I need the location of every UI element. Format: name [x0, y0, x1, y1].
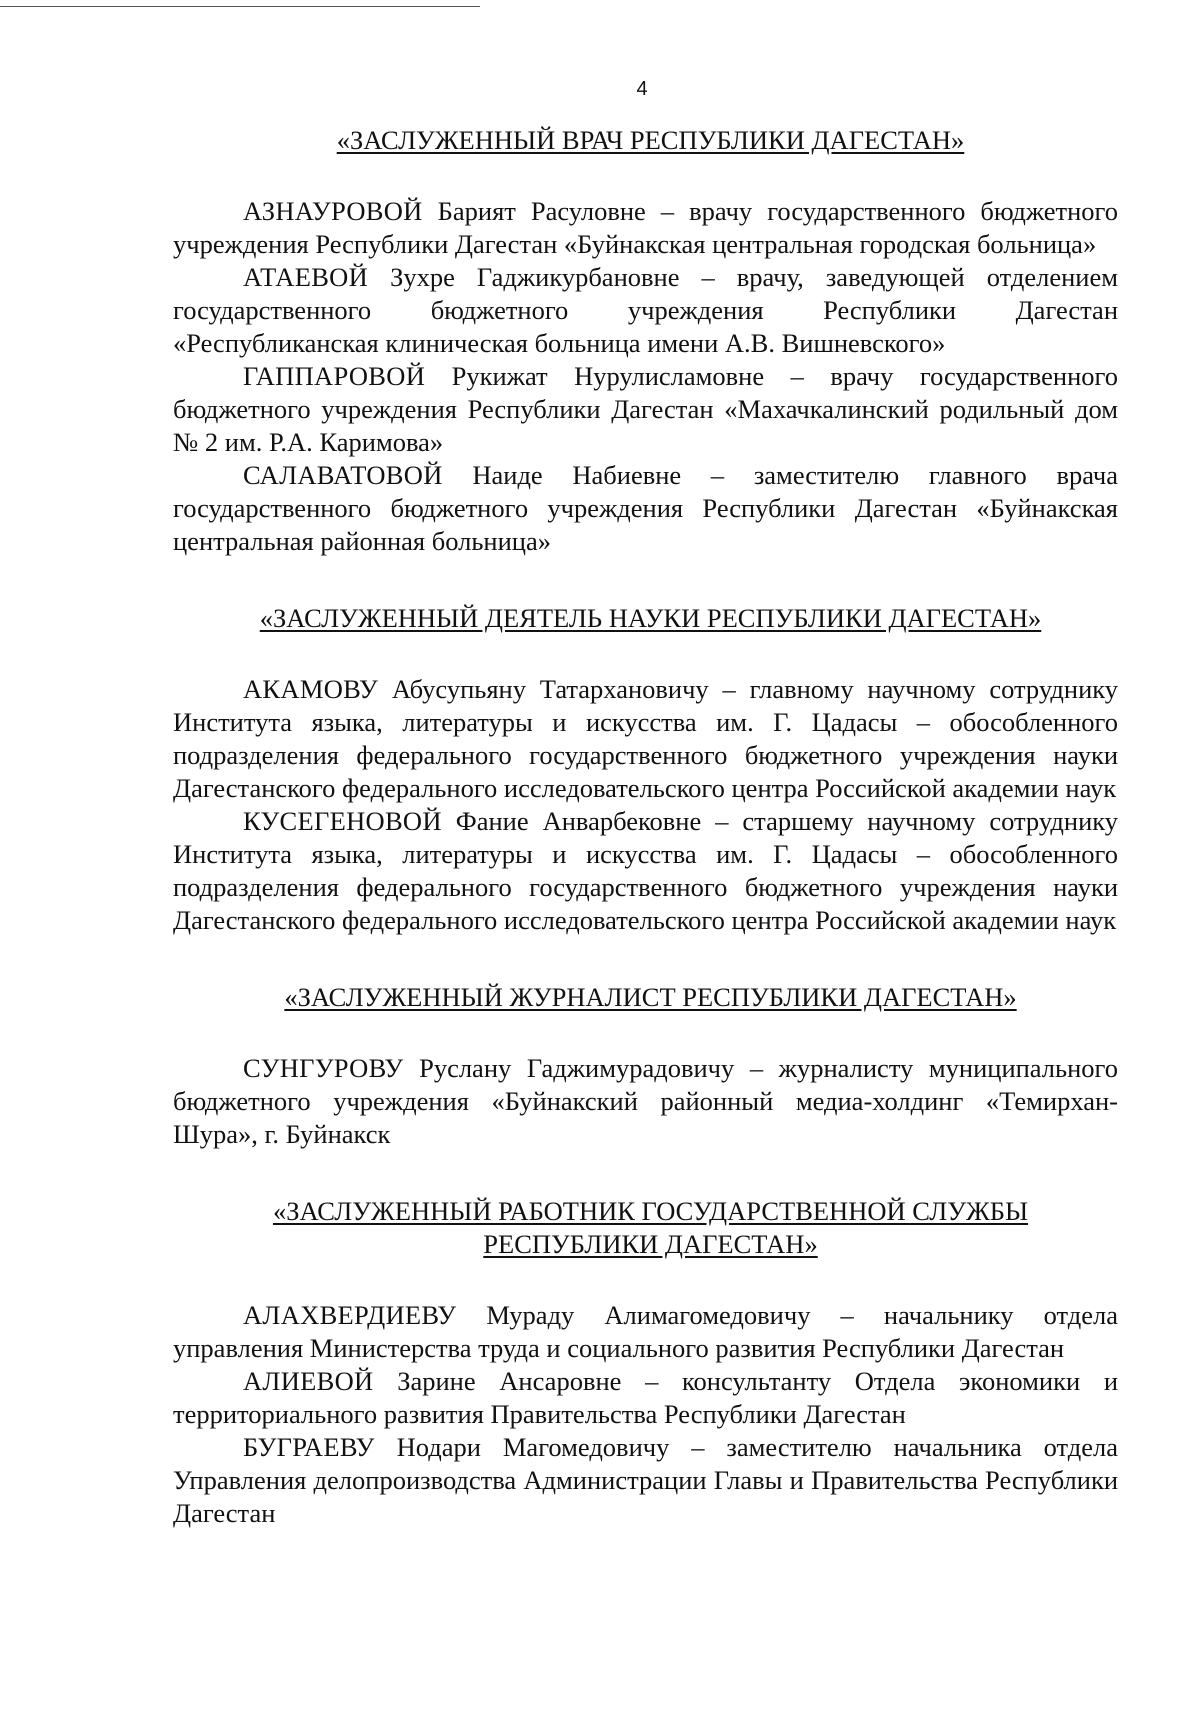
- section-honored-doctor: [173, 124, 1118, 558]
- award-entry: [173, 459, 1118, 558]
- award-entry: [173, 1365, 1118, 1431]
- award-entry: [173, 1052, 1118, 1151]
- section-honored-journalist: [173, 981, 1118, 1151]
- entry-text: Рукижат Нурулисламовне – врачу государственного бюджетного учреждения Республики Дагестан «Махачкалинский родильный дом № 2 им. Р.А. Каримова»: [173, 361, 1118, 457]
- scan-edge-line: [0, 6, 480, 7]
- section-title-line: «ЗАСЛУЖЕННЫЙ ЖУРНАЛИСТ РЕСПУБЛИКИ ДАГЕСТАН»: [284, 982, 1017, 1012]
- entry-text: Фание Анварбековне – старшему научному сотруднику Института языка, литературы и искусства им. Г. Цадасы – обособленного подразделения федерального государственного бюджетного учреждения науки Дагестанского федерального исследовательского центра Российской академии наук: [173, 806, 1118, 935]
- entry-text: Наиде Набиевне – заместителю главного врача государственного бюджетного учреждения Республики Дагестан «Буйнакская центральная районная больница»: [173, 460, 1118, 556]
- section-title-line: «ЗАСЛУЖЕННЫЙ РАБОТНИК ГОСУДАРСТВЕННОЙ СЛУЖБЫ: [272, 1196, 1029, 1226]
- section-honored-civil-servant: [173, 1195, 1118, 1530]
- entry-surname: АЛАХВЕРДИЕВУ: [243, 1300, 457, 1330]
- section-title-line: «ЗАСЛУЖЕННЫЙ ВРАЧ РЕСПУБЛИКИ ДАГЕСТАН»: [336, 125, 965, 155]
- award-entry: [173, 805, 1118, 937]
- entry-surname: ГАППАРОВОЙ: [243, 361, 426, 391]
- entry-surname: АЛИЕВОЙ: [243, 1366, 374, 1396]
- section-title-line: «ЗАСЛУЖЕННЫЙ ДЕЯТЕЛЬ НАУКИ РЕСПУБЛИКИ ДАГЕСТАН»: [259, 603, 1042, 633]
- entry-surname: БУГРАЕВУ: [243, 1432, 375, 1462]
- section-title: [173, 1195, 1118, 1261]
- section-title-line: РЕСПУБЛИКИ ДАГЕСТАН»: [483, 1229, 818, 1259]
- award-entry: [173, 673, 1118, 805]
- section-title: [173, 602, 1118, 635]
- entry-surname: АКАМОВУ: [243, 674, 379, 704]
- section-honored-scientist: [173, 602, 1118, 937]
- page-number: 4: [636, 78, 648, 100]
- entry-surname: СУНГУРОВУ: [243, 1053, 404, 1083]
- entry-text: Барият Расуловне – врачу государственного бюджетного учреждения Республики Дагестан «Буйнакская центральная городская больница»: [173, 196, 1119, 259]
- entry-text: Мураду Алимагомедовичу – начальнику отдела управления Министерства труда и социального развития Республики Дагестан: [173, 1300, 1118, 1363]
- award-entry: [173, 261, 1118, 360]
- entry-surname: САЛАВАТОВОЙ: [243, 460, 443, 490]
- award-entry: [173, 360, 1118, 459]
- document-body: [173, 124, 1118, 1530]
- section-title: [173, 124, 1118, 157]
- award-entry: [173, 1299, 1118, 1365]
- entry-text: Руслану Гаджимурадовичу – журналисту муниципального бюджетного учреждения «Буйнакский районный медиа-холдинг «Темирхан-Шура», г. Буйнакск: [173, 1053, 1118, 1149]
- award-entry: [173, 195, 1118, 261]
- entry-surname: АЗНАУРОВОЙ: [243, 196, 423, 226]
- entry-surname: АТАЕВОЙ: [243, 262, 369, 292]
- award-entry: [173, 1431, 1118, 1530]
- entry-text: Зухре Гаджикурбановне – врачу, заведующей отделением государственного бюджетного учреждения Республики Дагестан «Республиканская клиническая больница имени А.В. Вишневского»: [173, 262, 1119, 358]
- entry-surname: КУСЕГЕНОВОЙ: [243, 806, 442, 836]
- entry-text: Абусупьяну Татархановичу – главному научному сотруднику Института языка, литературы и искусства им. Г. Цадасы – обособленного подразделения федерального государственного бюджетного учреждения науки Дагестанского федерального исследовательского центра Российской академии наук: [173, 674, 1119, 803]
- section-title: [173, 981, 1118, 1014]
- entry-text: Зарине Ансаровне – консультанту Отдела экономики и территориального развития Правительства Республики Дагестан: [173, 1366, 1119, 1429]
- entry-text: Нодари Магомедовичу – заместителю начальника отдела Управления делопроизводства Администрации Главы и Правительства Республики Дагестан: [173, 1432, 1119, 1528]
